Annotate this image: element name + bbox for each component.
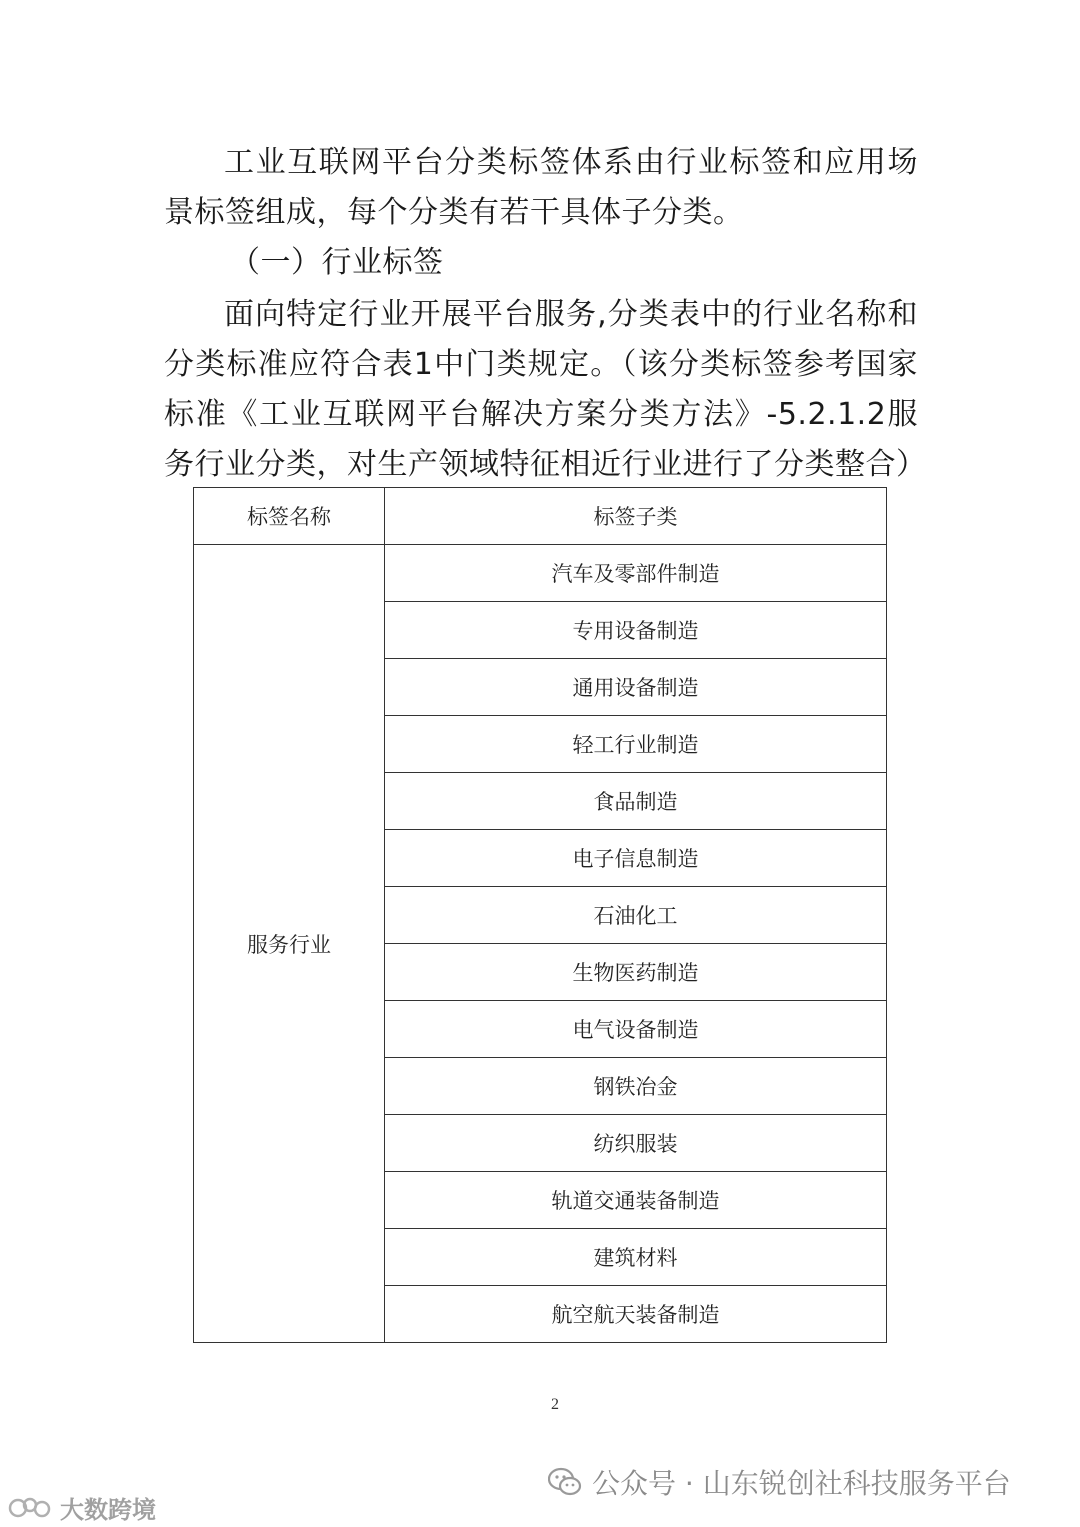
page-number: 2 (551, 1396, 559, 1413)
header-tag-name: 标签名称 (194, 488, 385, 545)
subcategory-cell: 石油化工 (385, 887, 887, 944)
subcategory-cell: 钢铁冶金 (385, 1058, 887, 1115)
wechat-icon (548, 1467, 582, 1497)
subcategory-cell: 建筑材料 (385, 1229, 887, 1286)
wechat-account-name: 公众号 · 山东锐创社科技服务平台 (592, 1467, 1011, 1500)
subcategory-cell: 汽车及零部件制造 (385, 545, 887, 602)
subcategory-cell: 航空航天装备制造 (385, 1286, 887, 1343)
subcategory-cell: 食品制造 (385, 773, 887, 830)
intro-paragraph: 工业互联网平台分类标签体系由行业标签和应用场景标签组成，每个分类有若干具体子分类。 (164, 145, 918, 230)
table-header-row (194, 488, 887, 545)
subcategory-cell: 通用设备制造 (385, 659, 887, 716)
subcategory-cell: 轻工行业制造 (385, 716, 887, 773)
industry-tag-table (193, 487, 887, 1343)
watermark-text: 大数跨境 (60, 1496, 156, 1524)
subcategory-cell: 专用设备制造 (385, 602, 887, 659)
section-heading: （一）行业标签 (230, 245, 444, 280)
watermark (8, 1490, 156, 1525)
subcategory-cell: 电子信息制造 (385, 830, 887, 887)
header-tag-subcategory: 标签子类 (385, 488, 887, 545)
industry-paragraph: 面向特定行业开展平台服务,分类表中的行业名称和分类标准应符合表1中门类规定。（该分类标签参考国家标准《工业互联网平台解决方案分类方法》-5.2.1.2服务行业分类，对生产领域特征相近行业进行了分类整合） (164, 297, 927, 482)
wechat-account-footer (548, 1462, 1011, 1502)
tag-group-name: 服务行业 (194, 545, 385, 1343)
subcategory-cell: 轨道交通装备制造 (385, 1172, 887, 1229)
subcategory-cell: 纺织服装 (385, 1115, 887, 1172)
subcategory-cell: 生物医药制造 (385, 944, 887, 1001)
watermark-logo-icon (8, 1493, 54, 1523)
subcategory-cell: 电气设备制造 (385, 1001, 887, 1058)
table-row (194, 545, 887, 602)
